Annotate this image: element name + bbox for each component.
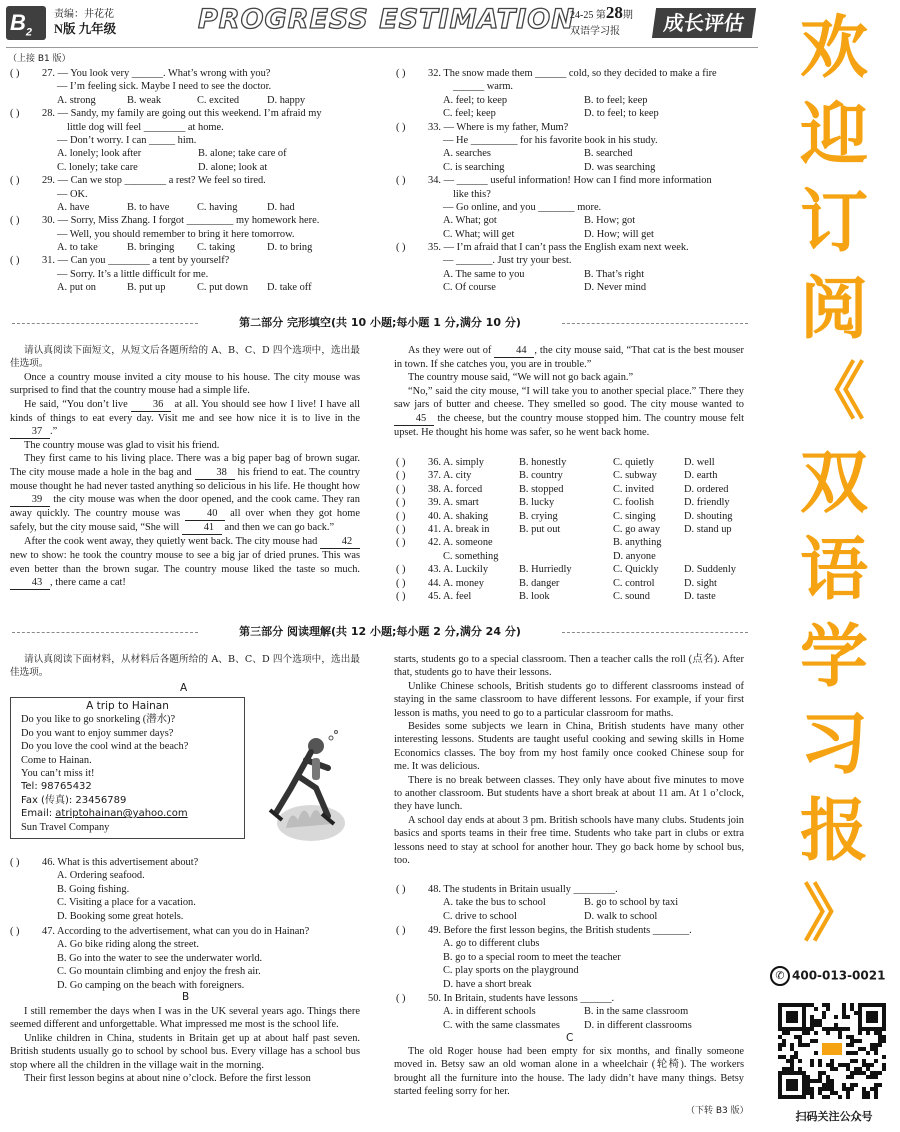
option-row — [394, 281, 754, 294]
option-row — [394, 107, 754, 120]
answer-option[interactable]: A. break in — [443, 523, 490, 535]
passage-b-left — [10, 1005, 360, 1085]
answer-option[interactable]: C. subway — [613, 470, 657, 482]
passage-b-label: B — [182, 991, 190, 1003]
answer-option[interactable]: B. weak — [127, 94, 162, 106]
answer-option[interactable]: A. The same to you — [443, 268, 525, 280]
cloze-blank: 39 — [10, 494, 50, 507]
answer-option[interactable]: C. singing — [613, 510, 656, 522]
banner-char: 《 — [802, 355, 865, 428]
cloze-blank: 36 — [131, 399, 171, 412]
answer-option[interactable]: B. put out — [519, 523, 561, 535]
ad-line: Do you want to enjoy summer days? — [21, 727, 174, 739]
answer-option[interactable]: D. happy — [267, 94, 306, 106]
answer-paren: ( ) — [396, 457, 406, 468]
question-stem — [8, 925, 368, 938]
answer-option[interactable]: B. Going fishing. — [57, 883, 130, 895]
ad-fax: Fax (传真): 23456789 — [21, 794, 127, 806]
passage-paragraph: There is no break between classes. They only have about five minutes to move to another classroom. But students have a short break at about 11 am. At 1 o’clock, they have lunch. — [394, 774, 744, 813]
question-text: 28. — Sandy, my family are going out this weekend. I’m afraid my — [42, 108, 322, 120]
question-stem — [394, 883, 754, 896]
answer-option[interactable]: C. invited — [613, 483, 654, 495]
cloze-blank: 43 — [10, 577, 50, 590]
option-row — [394, 161, 754, 174]
option-row — [394, 1005, 754, 1018]
answer-option[interactable]: B. to feel; keep — [584, 94, 648, 106]
answer-option[interactable]: A. Go bike riding along the street. — [57, 939, 199, 951]
passage-paragraph: starts, students go to a special classroom. Then a teacher calls the roll (点名). After that, students go to have their lessons. — [394, 654, 744, 679]
ad-tel: Tel: 98765432 — [21, 781, 92, 793]
question-stem — [8, 107, 368, 120]
answer-option[interactable]: B. crying — [519, 510, 558, 522]
cloze-option-row — [394, 590, 754, 603]
cloze-number: 37. — [428, 470, 441, 482]
passage-paragraph: Besides some subjects we learn in China, British students have many other interesting lessons. Students are taught useful cooking and sewing skills in Home Economics classes. The boy from my host family once cooked Chinese soup for me. It was delicious. — [394, 721, 744, 773]
answer-paren: ( ) — [396, 483, 406, 495]
answer-paren: ( ) — [396, 510, 406, 522]
answer-option[interactable]: A. lonely; look after — [57, 148, 142, 160]
page-logo: $B_2$ — [6, 6, 46, 40]
answer-option[interactable]: B. bringing — [127, 242, 175, 254]
ad-title: A trip to Hainan — [86, 700, 169, 712]
passage-paragraph: The country mouse said, “We will not go back again.” — [408, 372, 634, 384]
answer-option[interactable]: D. taste — [684, 590, 716, 602]
question-stem — [394, 67, 754, 80]
cloze-blank: 38 — [195, 467, 235, 480]
answer-option[interactable]: A. feel — [443, 590, 472, 602]
option-row — [8, 161, 368, 174]
answer-option[interactable]: D. shouting — [684, 510, 733, 522]
question-line: — Sorry. It’s a little difficult for me. — [57, 268, 209, 280]
answer-option[interactable]: C. feel; keep — [443, 108, 496, 120]
answer-option[interactable]: A. strong — [57, 94, 96, 106]
answer-option[interactable]: D. take off — [267, 282, 312, 294]
answer-option[interactable]: A. city — [443, 470, 472, 482]
ad-company: Sun Travel Company — [21, 821, 110, 833]
banner-char: 阅 — [799, 270, 868, 349]
answer-option[interactable]: D. walk to school — [584, 910, 658, 922]
question-text: 46. What is this advertisement about? — [42, 857, 199, 868]
cloze-option-row — [394, 496, 754, 509]
cloze-blank: 45 — [394, 413, 434, 426]
answer-option[interactable]: B. go to school by taxi — [584, 897, 679, 909]
answer-option[interactable]: C. control — [613, 577, 655, 589]
answer-option[interactable]: C. lonely; take care — [57, 161, 138, 173]
cloze-number: 43. — [428, 564, 441, 576]
paper-name: 双语学习报 — [570, 26, 620, 37]
passage-paragraph: A school day ends at about 3 pm. British schools have many clubs. Students join basics and sports teams in their free time. Students who take part in clubs or extra lessons need to stay at school for another hour. They go back home by school bus, too. — [394, 814, 744, 867]
cloze-number: 40. — [428, 510, 441, 522]
answer-option[interactable]: C. something — [443, 550, 499, 562]
answer-option[interactable]: D. had — [267, 201, 295, 213]
question-text: 49. Before the first lesson begins, the British students _______. — [428, 925, 692, 936]
answer-option[interactable]: A. forced — [443, 483, 483, 495]
section-3-title: 第三部分 阅读理解(共 12 小题;每小题 2 分,满分 24 分) — [0, 625, 760, 638]
answer-option[interactable]: D. sight — [684, 577, 717, 589]
reading-intro: 请认真阅读下面材料，从材料后各题所给的 A、B、C、D 四个选项中，选出最佳选项。 — [10, 654, 360, 679]
answer-paren: ( ) — [396, 175, 406, 187]
option-row — [394, 268, 754, 281]
answer-option[interactable]: C. having — [197, 201, 238, 213]
cloze-passage-left — [10, 344, 360, 590]
answer-option[interactable]: B. lucky — [519, 497, 555, 509]
answer-option[interactable]: B. danger — [519, 577, 560, 589]
question-line: — _______. Just try your best. — [443, 255, 572, 267]
question-stem — [8, 174, 368, 187]
passage-a-label: A — [180, 682, 188, 694]
passage-paragraph: Their first lesson begins at about nine o’clock. Before the first lesson — [24, 1073, 311, 1085]
answer-option[interactable]: D. earth — [684, 470, 718, 482]
cloze-option-row — [394, 523, 754, 536]
passage-paragraph: Unlike Chinese schools, British students go to different classrooms instead of staying in the same classroom to have different lessons. For example, if your first lesson is maths, you need to go to a particular classroom for maths. — [394, 680, 744, 719]
banner-char: 欢 — [799, 9, 868, 88]
cloze-option-row — [394, 510, 754, 523]
option-row — [394, 214, 754, 227]
question-stem — [394, 121, 754, 134]
passage-b-right — [394, 653, 744, 868]
passage-paragraph: After the cook went away, they quietly went back. The city mouse had 42 new to show: he took the country mouse to see a big jar of dried prunes. This was even better than the brown sugar. The country mouse liked the taste so much. 43 , there came a cat! — [10, 536, 360, 589]
answer-paren: ( ) — [396, 68, 406, 79]
answer-option[interactable]: D. Booking some great hotels. — [57, 910, 184, 922]
cloze-number: 41. — [428, 523, 441, 535]
option-row — [8, 147, 368, 160]
question-stem — [8, 254, 368, 267]
option-row — [394, 228, 754, 241]
answer-option[interactable]: D. in different classrooms — [584, 1019, 692, 1031]
question-text: 29. — Can we stop ________ a rest? We feel so tired. — [42, 175, 266, 187]
answer-option[interactable]: A. put on — [57, 282, 96, 294]
passage-paragraph: Unlike children in China, students in Britain get up at about half past seven. British students usually go to school by school bus. Every village has a school bus stop where all the children in the village wait in the morning. — [10, 1032, 360, 1071]
question-line: — Don’t worry. I can _____ him. — [57, 134, 197, 146]
answer-option[interactable]: C. Quickly — [613, 564, 659, 576]
answer-option[interactable]: B. look — [519, 590, 550, 602]
cloze-number: 42. — [428, 537, 441, 549]
answer-paren: ( ) — [10, 175, 20, 187]
answer-option[interactable]: A. Luckily — [443, 564, 489, 576]
option-row — [8, 281, 368, 294]
banner-title: PROGRESS ESTIMATION — [198, 4, 575, 35]
passage-paragraph: Once a country mouse invited a city mouse to his house. The city mouse was surprised to find that the country mouse had a simple life. — [10, 371, 360, 397]
answer-option[interactable]: A. to take — [57, 242, 98, 254]
option-row — [394, 147, 754, 160]
answer-option[interactable]: D. stand up — [684, 523, 732, 535]
answer-option[interactable]: B. Hurriedly — [519, 564, 572, 576]
option-row — [394, 1019, 754, 1032]
option-row — [8, 241, 368, 254]
banner-char: 迎 — [799, 96, 868, 175]
answer-option[interactable]: B. honestly — [519, 457, 567, 468]
option-row — [394, 910, 754, 923]
answer-option[interactable]: B. in the same classroom — [584, 1006, 689, 1018]
answer-option[interactable]: A. Ordering seafood. — [57, 870, 145, 882]
editor-credit: 责编：井花花 — [54, 9, 114, 20]
answer-paren: ( ) — [10, 255, 20, 267]
answer-option[interactable]: A. searches — [443, 148, 491, 160]
answer-paren: ( ) — [396, 577, 406, 589]
answer-paren: ( ) — [396, 497, 406, 509]
question-line: — Go online, and you _______ more. — [443, 201, 602, 213]
question-text: 34. — ______ useful information! How can I find more information — [428, 175, 712, 187]
banner-char: 双 — [799, 444, 868, 523]
answer-option[interactable]: D. have a short break — [443, 978, 532, 990]
question-line: little dog will feel ________ at home. — [67, 121, 224, 133]
answer-option[interactable]: B. to have — [127, 201, 170, 213]
answer-paren: ( ) — [396, 884, 406, 895]
ad-line: Do you like to go snorkeling (潜水)? — [21, 714, 176, 726]
answer-option[interactable]: D. anyone — [613, 550, 656, 562]
answer-paren: ( ) — [10, 926, 20, 937]
header-rule — [6, 47, 758, 48]
answer-paren: ( ) — [396, 537, 406, 549]
answer-option[interactable]: C. Of course — [443, 282, 496, 294]
section-2-title: 第二部分 完形填空(共 10 小题;每小题 1 分,满分 10 分) — [0, 316, 760, 329]
passage-paragraph: I still remember the days when I was in the UK several years ago. Things there seemed different and unforgettable. What impressed me most is the school life. — [10, 1006, 360, 1031]
ad-email-link[interactable]: atriptohainan@yahoo.com — [55, 808, 188, 820]
answer-option[interactable]: A. simply — [443, 457, 484, 468]
answer-paren: ( ) — [396, 121, 406, 133]
question-50 — [394, 992, 754, 1032]
answer-option[interactable]: C. go away — [613, 523, 661, 535]
passage-paragraph: As they were out of 44 , the city mouse said, “That cat is the best mouser in town. If she catches you, you are in trouble.” — [394, 345, 745, 370]
question-line: — OK. — [57, 188, 88, 200]
question-stem — [8, 67, 368, 80]
phone-icon: ✆ — [770, 966, 790, 986]
question-text: 47. According to the advertisement, what can you do in Hainan? — [42, 926, 310, 937]
answer-paren: ( ) — [396, 925, 406, 936]
question-line: — He _________ for his favorite book in his study. — [443, 134, 658, 146]
diver-illustration — [256, 728, 346, 843]
question-line: — Well, you should remember to bring it here tomorrow. — [57, 228, 295, 240]
question-stem — [8, 214, 368, 227]
banner-char: 语 — [799, 531, 868, 610]
answer-option[interactable]: D. to bring — [267, 242, 313, 254]
answer-option[interactable]: B. stopped — [519, 483, 564, 495]
qr-caption: 扫码关注公众号 — [795, 1110, 873, 1123]
answer-option[interactable]: C. taking — [197, 242, 236, 254]
grammar-questions-left — [8, 67, 368, 295]
answer-option[interactable]: A. What; got — [443, 215, 497, 227]
answer-paren: ( ) — [396, 993, 406, 1004]
hainan-advertisement — [10, 697, 245, 839]
answer-option[interactable]: B. anything — [613, 537, 662, 549]
cloze-option-row — [394, 469, 754, 482]
continued-from: （上接 B1 版） — [8, 54, 71, 64]
answer-option[interactable]: C. What; will get — [443, 228, 515, 240]
answer-paren: ( ) — [396, 523, 406, 535]
question-49 — [394, 924, 754, 991]
question-stem — [394, 174, 754, 187]
column-brand: 成长评估 — [652, 8, 756, 38]
issue-number: 24-25 第28期 — [570, 3, 633, 22]
cloze-blank: 40 — [185, 508, 225, 521]
answer-option[interactable]: D. to feel; to keep — [584, 108, 659, 120]
banner-char: 》 — [802, 877, 865, 950]
answer-option[interactable]: A. shaking — [443, 510, 489, 522]
question-46 — [8, 856, 368, 923]
question-text: 33. — Where is my father, Mum? — [428, 121, 569, 133]
answer-option[interactable]: C. play sports on the playground — [443, 965, 579, 977]
answer-option[interactable]: D. Never mind — [584, 282, 647, 294]
banner-char: 学 — [799, 618, 868, 697]
continued-to: （下转 B3 版） — [686, 1106, 749, 1116]
answer-option[interactable]: C. put down — [197, 282, 249, 294]
cloze-blank: 37 — [10, 426, 50, 439]
question-text: 48. The students in Britain usually ________. — [428, 884, 618, 895]
banner-char: 报 — [799, 792, 868, 871]
cloze-number: 44. — [428, 577, 441, 589]
answer-option[interactable]: C. Go mountain climbing and enjoy the fresh air. — [57, 966, 261, 978]
answer-option[interactable]: B. searched — [584, 148, 633, 160]
qr-code[interactable] — [778, 1003, 886, 1099]
answer-option[interactable]: C. is searching — [443, 161, 505, 173]
answer-option[interactable]: D. well — [684, 457, 715, 468]
ad-email: Email: atriptohainan@yahoo.com — [21, 808, 188, 820]
answer-option[interactable]: C. with the same classmates — [443, 1019, 560, 1031]
answer-paren: ( ) — [10, 68, 20, 79]
answer-option[interactable]: B. alone; take care of — [198, 148, 287, 160]
passage-paragraph: They first came to his living place. There was a big paper bag of brown sugar. The city mouse made a hole in the bag and 38 his friend to eat. The country mouse thought he had never tasted anything so delicious in his life. He thought how 39 the city mouse was when the door opened, and the cook came. They ran away quickly. The country mouse was 40 all over when they got home safely, but the city mouse said, “She will 41 and then we can go back.” — [10, 453, 360, 534]
question-48 — [394, 883, 754, 923]
passage-paragraph: The country mouse was glad to visit his friend. — [24, 440, 220, 452]
cloze-blank: 41 — [182, 522, 222, 535]
question-stem — [394, 924, 754, 937]
option-row — [394, 896, 754, 909]
answer-option[interactable]: D. ordered — [684, 483, 729, 495]
answer-option[interactable]: B. put up — [127, 282, 166, 294]
answer-option[interactable]: C. drive to school — [443, 910, 517, 922]
question-text: 31. — Can you ________ a tent by yourself? — [42, 255, 230, 267]
answer-paren: ( ) — [10, 215, 20, 227]
answer-option[interactable]: D. How; will get — [584, 228, 654, 240]
answer-option[interactable]: D. Suddenly — [684, 564, 736, 576]
answer-option[interactable]: C. quietly — [613, 457, 654, 468]
cloze-number: 45. — [428, 590, 441, 602]
question-line: — I’m feeling sick. Maybe I need to see the doctor. — [57, 81, 272, 93]
answer-option[interactable]: D. Go camping on the beach with foreigners. — [57, 979, 245, 991]
answer-paren: ( ) — [10, 108, 20, 120]
cloze-number: 39. — [428, 497, 441, 509]
cloze-option-row — [394, 577, 754, 590]
ad-line: Do you love the cool wind at the beach? — [21, 741, 189, 753]
answer-option[interactable]: B. go to a special room to meet the teacher — [443, 951, 621, 963]
answer-paren: ( ) — [396, 470, 406, 482]
cloze-option-row — [394, 550, 754, 563]
passage-paragraph: He said, “You don’t live 36 at all. You should see how I live! I have all kinds of things to eat every day. Visit me and see how nice it is to live in the 37 .” — [10, 398, 360, 438]
answer-option[interactable]: A. take the bus to school — [443, 897, 546, 909]
question-stem — [394, 992, 754, 1005]
answer-paren: ( ) — [396, 242, 406, 254]
answer-option[interactable]: C. excited — [197, 94, 240, 106]
answer-option[interactable]: A. money — [443, 577, 484, 589]
answer-option[interactable]: D. friendly — [684, 497, 730, 509]
answer-option[interactable]: D. alone; look at — [198, 161, 268, 173]
answer-option[interactable]: C. Visiting a place for a vacation. — [57, 897, 196, 909]
option-row — [8, 201, 368, 214]
cloze-option-row — [394, 483, 754, 496]
answer-paren: ( ) — [396, 564, 406, 576]
answer-option[interactable]: A. in different schools — [443, 1006, 536, 1018]
answer-option[interactable]: A. smart — [443, 497, 479, 509]
answer-option[interactable]: C. sound — [613, 590, 650, 602]
option-row — [394, 94, 754, 107]
cloze-option-row — [394, 536, 754, 549]
question-text: 35. — I’m afraid that I can’t pass the English exam next week. — [428, 242, 689, 254]
question-stem — [8, 856, 368, 869]
question-47 — [8, 925, 368, 992]
ad-line: Come to Hainan. — [21, 754, 92, 766]
answer-paren: ( ) — [396, 590, 406, 602]
cloze-option-row — [394, 456, 754, 469]
cloze-blank: 42 — [320, 536, 360, 549]
question-line: ______ warm. — [453, 81, 514, 93]
subscription-banner — [768, 0, 900, 1132]
page-header — [0, 0, 762, 46]
question-text: 27. — You look very ______. What’s wrong with you? — [42, 68, 271, 79]
answer-paren: ( ) — [10, 857, 20, 868]
answer-option[interactable]: A. go to different clubs — [443, 938, 540, 950]
answer-option[interactable]: A. feel; to keep — [443, 94, 508, 106]
answer-option[interactable]: B. country — [519, 470, 563, 482]
cloze-intro: 请认真阅读下面短文，从短文后各题所给的 A、B、C、D 四个选项中，选出最佳选项。 — [10, 345, 360, 370]
banner-char: 习 — [799, 705, 868, 784]
hotline: ✆ 400-013-0021 — [770, 966, 900, 986]
question-line: like this? — [453, 188, 491, 200]
answer-option[interactable]: A. someone — [443, 537, 493, 549]
answer-option[interactable]: C. foolish — [613, 497, 654, 509]
answer-option[interactable]: A. have — [57, 201, 90, 213]
answer-option[interactable]: B. That’s right — [584, 268, 645, 280]
passage-paragraph: “No,” said the city mouse, “I will take you to another special place.” There they saw jars of butter and cheese. They smelled so good. The city mouse wanted to 45 the cheese, but the country mouse stopped him. The country mouse felt upset. He thought his home was safer, so he went back home. — [394, 385, 744, 438]
cloze-number: 36. — [428, 457, 441, 468]
answer-option[interactable]: B. How; got — [584, 215, 636, 227]
option-row — [8, 94, 368, 107]
ad-line: You can’t miss it! — [21, 767, 95, 779]
edition-label: N版 九年级 — [54, 22, 117, 36]
question-text: 32. The snow made them ______ cold, so they decided to make a fire — [428, 68, 717, 79]
answer-option[interactable]: D. was searching — [584, 161, 656, 173]
question-text: 30. — Sorry, Miss Zhang. I forgot _________ my homework here. — [42, 215, 320, 227]
passage-c-label: C — [566, 1032, 574, 1044]
grammar-questions-right — [394, 67, 754, 295]
question-stem — [394, 241, 754, 254]
question-text: 50. In Britain, students have lessons ______. — [428, 993, 615, 1004]
banner-char: 订 — [799, 183, 868, 262]
cloze-options — [394, 456, 754, 603]
passage-c-text: The old Roger house had been empty for six months, and finally someone moved in. Betsy saw an old woman alone in a wheelchair (轮椅). The workers brought all the furniture into the house. The lady didn’t have many things. Betsy started feeling sorry for her. — [394, 1046, 744, 1098]
cloze-number: 38. — [428, 483, 441, 495]
answer-option[interactable]: B. Go into the water to see the underwater world. — [57, 952, 263, 964]
cloze-option-row — [394, 563, 754, 576]
cloze-blank: 44 — [494, 345, 534, 358]
cloze-passage-right — [394, 344, 744, 439]
